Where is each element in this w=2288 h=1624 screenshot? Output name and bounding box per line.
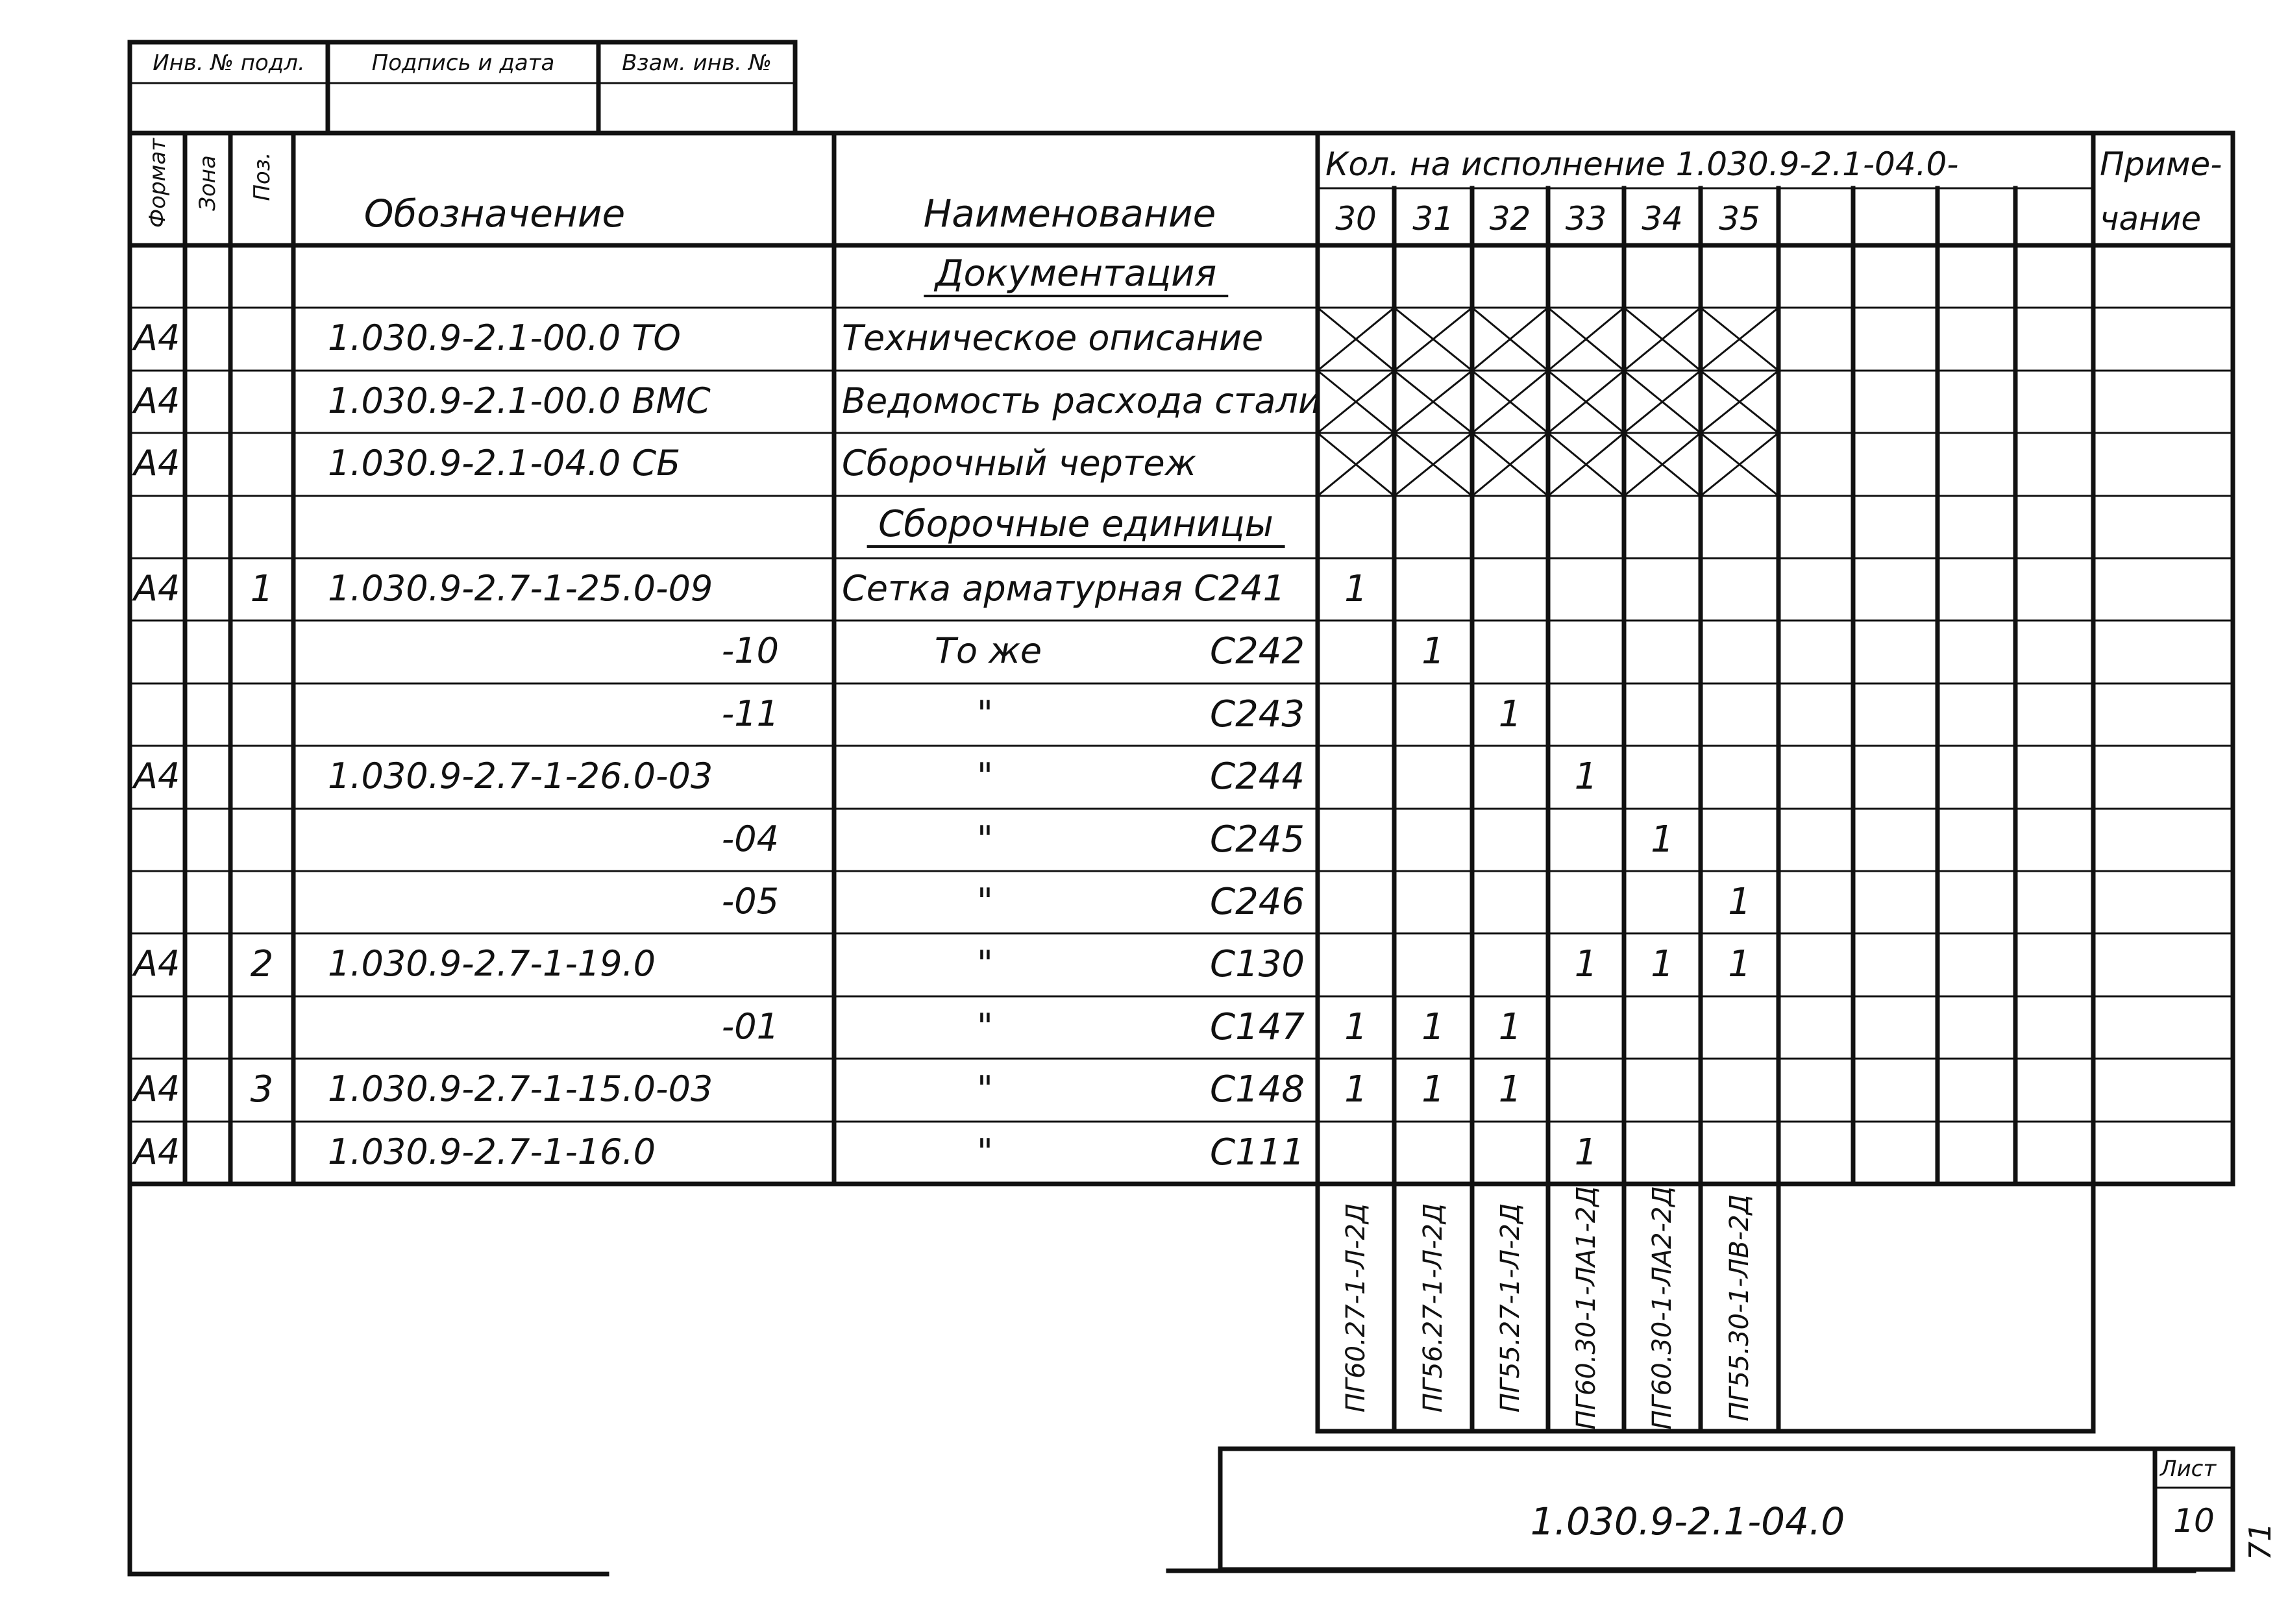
product-label-2: ПГ55.27-1-Л-2Д (1495, 1203, 1525, 1412)
row-qty-cell: 1 (1728, 943, 1751, 985)
row-format: А4 (134, 443, 180, 484)
row-designation: 1.030.9-2.7-1-25.0-09 (328, 568, 713, 609)
row-designation: 1.030.9-2.1-00.0 ТО (328, 317, 681, 358)
section-heading: Сборочные единицы (867, 506, 1285, 548)
approval-header-2: Взам. инв. № (622, 50, 772, 76)
row-designation: 1.030.9-2.7-1-15.0-03 (328, 1068, 713, 1109)
row-qty-cell: 1 (1421, 630, 1445, 672)
title-sheet-label: Лист (2160, 1456, 2217, 1482)
row-qty-cell: 1 (1728, 881, 1751, 923)
row-name: Ведомость расхода стали (842, 380, 1322, 421)
row-code: С148 (1210, 1068, 1305, 1111)
row-name: " (977, 881, 993, 922)
row-qty-cell: 1 (1498, 1068, 1522, 1111)
product-label-3: ПГ60.30-1-ЛА1-2Д (1571, 1185, 1601, 1430)
header-qty-title: Кол. на исполнение 1.030.9-2.1-04.0- (1325, 145, 1959, 183)
row-qty-cell: 1 (1574, 943, 1598, 985)
row-name: " (977, 693, 993, 734)
row-designation-suffix: -05 (721, 881, 779, 922)
row-qty-cell: 1 (1498, 1006, 1522, 1048)
header-format: Формат (144, 138, 171, 228)
product-label-0: ПГ60.27-1-Л-2Д (1341, 1203, 1371, 1412)
row-qty-cell: 1 (1421, 1068, 1445, 1111)
product-label-4: ПГ60.30-1-ЛА2-2Д (1647, 1185, 1677, 1430)
row-designation: 1.030.9-2.7-1-26.0-03 (328, 756, 713, 796)
row-designation: 1.030.9-2.1-04.0 СБ (328, 443, 681, 484)
row-pos: 1 (250, 568, 274, 610)
row-format: А4 (134, 380, 180, 421)
row-name: " (977, 1068, 993, 1109)
row-designation: 1.030.9-2.7-1-16.0 (328, 1131, 656, 1172)
row-qty-cell: 1 (1574, 756, 1598, 798)
page-number: 71 (2243, 1522, 2278, 1561)
row-name: То же (935, 630, 1042, 671)
header-qty-col-33: 33 (1565, 200, 1607, 238)
row-code: С244 (1210, 756, 1305, 798)
header-pos: Поз. (249, 151, 275, 201)
row-designation-suffix: -04 (721, 818, 779, 859)
header-qty-col-31: 31 (1412, 200, 1454, 238)
product-label-1: ПГ56.27-1-Л-2Д (1418, 1203, 1448, 1412)
row-code: С245 (1210, 818, 1305, 861)
approval-header-0: Инв. № подл. (153, 50, 305, 76)
row-name: Сборочный чертеж (842, 443, 1197, 484)
header-qty-col-35: 35 (1719, 200, 1760, 238)
header-qty-col-32: 32 (1489, 200, 1531, 238)
row-name: " (977, 818, 993, 859)
row-code: С242 (1210, 630, 1305, 672)
row-name: " (977, 943, 993, 984)
row-format: А4 (134, 1068, 180, 1109)
header-note-line1: Приме- (2100, 145, 2222, 183)
row-qty-cell: 1 (1421, 1006, 1445, 1048)
header-zone: Зона (195, 154, 221, 211)
row-qty-cell: 1 (1344, 568, 1368, 610)
title-document-code: 1.030.9-2.1-04.0 (1530, 1499, 1845, 1544)
row-name: " (977, 1131, 993, 1172)
row-code: С130 (1210, 943, 1305, 985)
row-code: С147 (1210, 1006, 1305, 1048)
row-designation-suffix: -11 (721, 693, 779, 734)
header-note-line2: чание (2100, 200, 2202, 238)
row-format: А4 (134, 1131, 180, 1172)
row-name: Техническое описание (842, 317, 1264, 358)
row-name: Сетка арматурная С241 (842, 568, 1285, 609)
row-name: " (977, 756, 993, 796)
row-designation: 1.030.9-2.1-00.0 ВМС (328, 380, 711, 421)
row-qty-cell: 1 (1344, 1068, 1368, 1111)
section-heading: Документация (924, 256, 1228, 297)
product-label-5: ПГ55.30-1-ЛВ-2Д (1725, 1194, 1754, 1421)
header-name: Наименование (923, 191, 1216, 236)
row-name: " (977, 1006, 993, 1047)
row-designation-suffix: -01 (721, 1006, 779, 1047)
row-code: С246 (1210, 881, 1305, 923)
header-qty-col-34: 34 (1642, 200, 1683, 238)
row-pos: 2 (250, 943, 274, 985)
header-qty-col-30: 30 (1335, 200, 1377, 238)
row-qty-cell: 1 (1651, 943, 1674, 985)
row-format: А4 (134, 756, 180, 796)
row-qty-cell: 1 (1498, 693, 1522, 735)
row-code: С111 (1210, 1131, 1305, 1174)
row-qty-cell: 1 (1344, 1006, 1368, 1048)
row-designation-suffix: -10 (721, 630, 779, 671)
row-format: А4 (134, 568, 180, 609)
row-format: А4 (134, 317, 180, 358)
row-code: С243 (1210, 693, 1305, 735)
header-designation: Обозначение (363, 191, 626, 236)
row-pos: 3 (250, 1068, 274, 1111)
title-sheet-number: 10 (2173, 1502, 2215, 1540)
approval-header-1: Подпись и дата (371, 50, 555, 76)
row-qty-cell: 1 (1574, 1131, 1598, 1174)
row-format: А4 (134, 943, 180, 984)
row-designation: 1.030.9-2.7-1-19.0 (328, 943, 656, 984)
row-qty-cell: 1 (1651, 818, 1674, 861)
